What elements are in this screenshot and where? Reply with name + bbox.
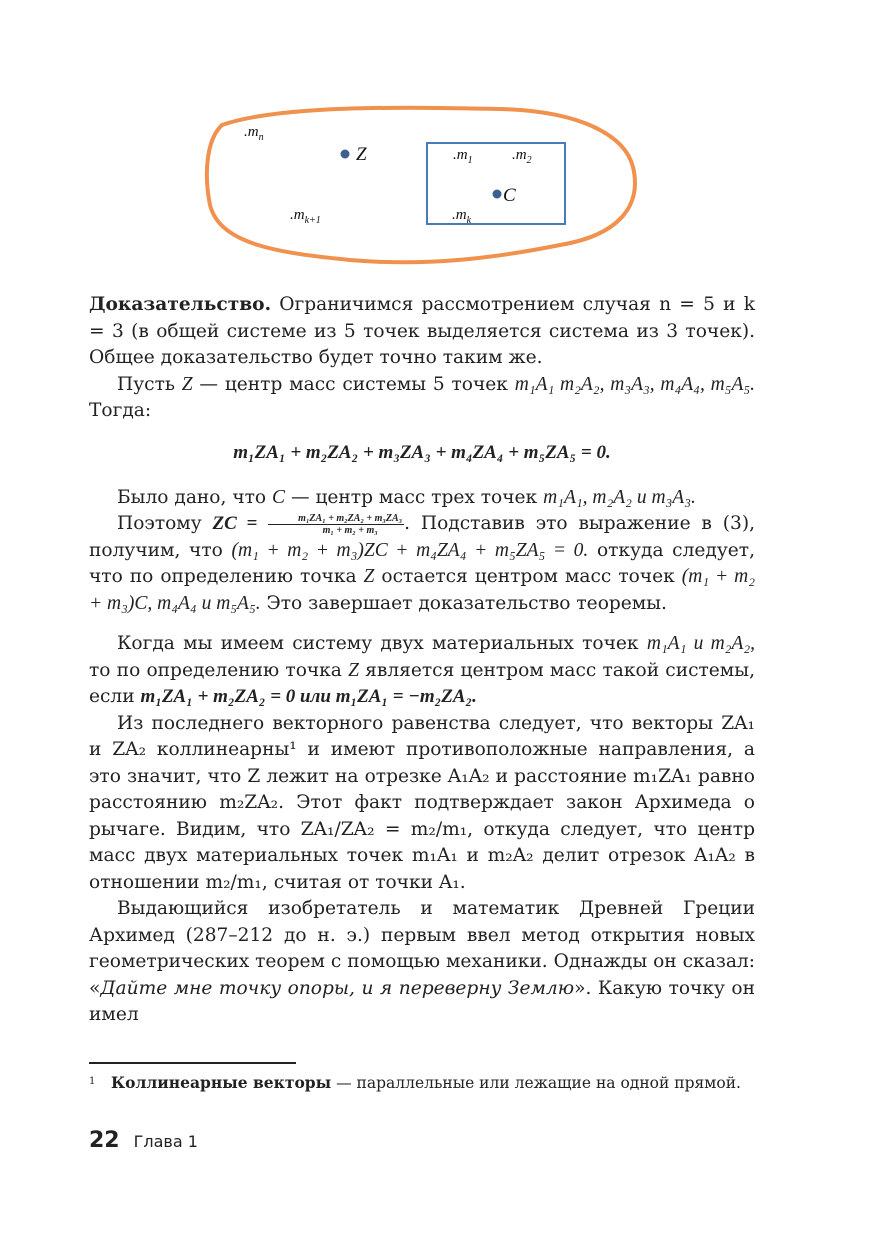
footnote-term: Коллинеарные векторы [111, 1073, 332, 1092]
label-m1: $.m_1$ [453, 147, 473, 166]
point-c [493, 190, 502, 199]
label-mk: $.m_k$ [452, 207, 472, 226]
chapter-label: Глава 1 [133, 1132, 198, 1151]
page-footer [89, 1128, 198, 1153]
archimedes-quote: Дайте мне точку опоры, и я переверну Землю [100, 977, 575, 999]
center-of-mass-diagram [200, 95, 640, 275]
paragraph-archimedes: Выдающийся изобретатель и математик Древней Греции Архимед (287–212 до н. э.) первым ввел метод открытия новых геометрических теорем с помощью механики. Однажды он сказал: «Дайте мне точку опоры, и я переверну Землю». Какую точку он имел [89, 898, 755, 1025]
footnote-mark: 1 [89, 1076, 96, 1087]
footnote-divider [89, 1062, 296, 1064]
label-c: C [503, 185, 516, 206]
zc-fraction: $\frac{\text{m₁ZA₁ + m₂ZA₂ + m₃ZA₃}}{\text{m₁ + m₂ + m₃}}$ [268, 513, 404, 536]
subsystem-box [427, 143, 565, 224]
main-text [89, 292, 755, 1029]
paragraph-proof: Доказательство. Ограничимся рассмотрением случая n = 5 и k = 3 (в общей системе из 5 точек выделяется система из 3 точек). Общее доказательство будет точно таким же. [89, 294, 755, 368]
label-z: Z [356, 144, 367, 165]
label-m2: $.m_2$ [512, 147, 532, 166]
main-formula: m₁ZA₁ + m₂ZA₂ + m₃ZA₃ + m₄ZA₄ + m₅ZA₅ = 0. [233, 441, 611, 463]
paragraph-two-points: Когда мы имеем систему двух материальных точек m₁A₁ и m₂A₂, то по определению точка Z является центром масс такой системы, если m₁ZA₁ + m₂ZA₂ = 0 или m₁ZA₁ = −m₂ZA₂. [89, 633, 756, 707]
proof-heading: Доказательство. [89, 294, 272, 315]
system-outline [207, 108, 635, 263]
paragraph-let-z: Пусть Z — центр масс системы 5 точек m₁A₁ m₂A₂, m₃A₃, m₄A₄, m₅A₅. Тогда: [89, 373, 756, 421]
point-z [341, 150, 350, 159]
paragraph-given-c: Было дано, что C — центр масс трех точек m₁A₁, m₂A₂ и m₃A₃. [117, 486, 696, 508]
page-number: 22 [89, 1128, 120, 1153]
footnote: 1 Коллинеарные векторы — параллельные или лежащие на одной прямой. [89, 1073, 741, 1092]
label-mk1: $.m_{k+1}$ [290, 207, 321, 226]
paragraph-collinear: Из последнего векторного равенства следует, что векторы ZA₁ и ZA₂ коллинеарны¹ и имеют противоположные направления, а это значит, что Z лежит на отрезке A₁A₂ и расстояние m₁ZA₁ равно расстоянию m₂ZA₂. Этот факт подтверждает закон Архимеда о рычаге. Видим, что ZA₁/ZA₂ = m₂/m₁, откуда следует, что центр масс двух материальных точек m₁A₁ и m₂A₂ делит отрезок A₁A₂ в отношении m₂/m₁, считая от точки A₁. [89, 712, 755, 893]
label-mn: $.m_n$ [244, 124, 264, 143]
paragraph-therefore: Поэтому ZC = $\frac{\text{m₁ZA₁ + m₂ZA₂ + m₃ZA₃}}{\text{m₁ + m₂ + m₃}}$ . Подставив это выражение в (3), получим, что (m₁ + m₂ + m₃)ZC + m₄ZA₄ + m₅ZA₅ = 0. откуда следует, что по определению точка Z остается центром масс точек (m₁ + m₂ + m₃)C, m₄A₄ и m₅A₅. Это завершает доказательство теоремы. [89, 512, 755, 614]
